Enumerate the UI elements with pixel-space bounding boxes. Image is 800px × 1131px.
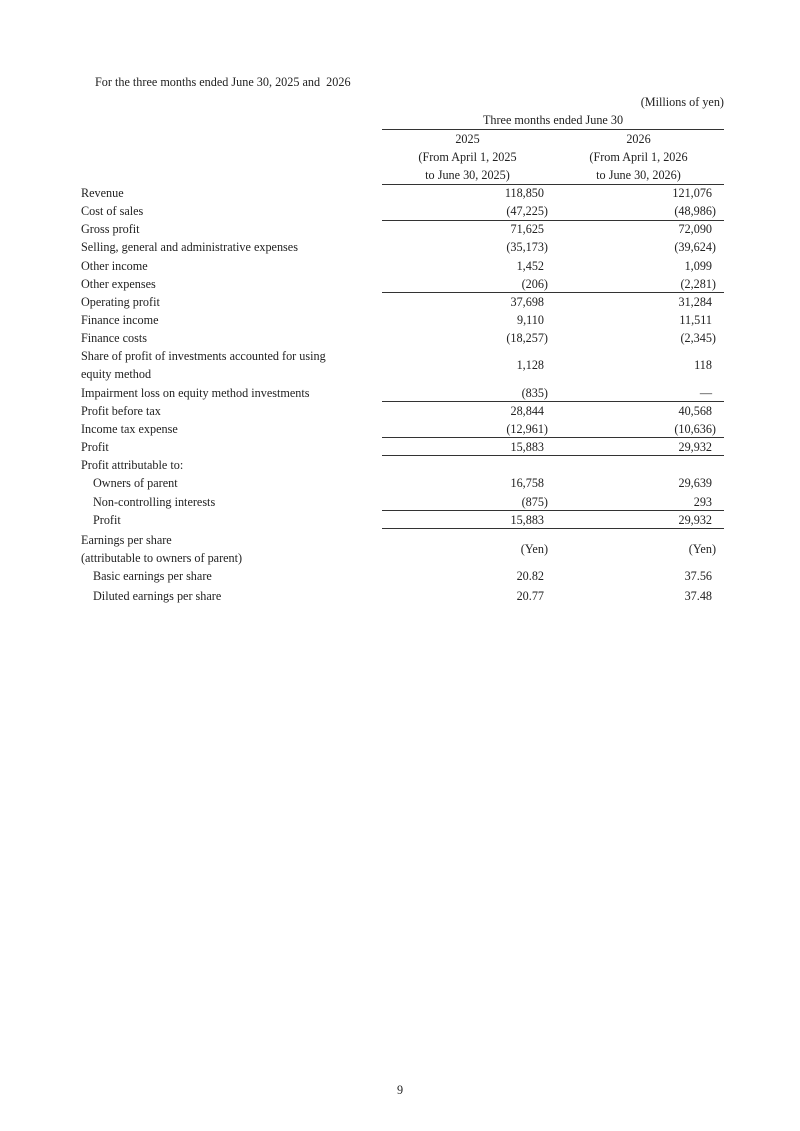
value-2025: 20.82 <box>516 569 544 583</box>
value-2026: (10,636) <box>674 422 716 436</box>
row-finance-income <box>81 311 724 329</box>
value-2026: ― <box>699 386 712 400</box>
value-2026: (2,281) <box>680 277 716 291</box>
value-2025: (12,961) <box>506 422 548 436</box>
statement-intro: For the three months ended June 30, 2025 and 2026 <box>95 75 351 89</box>
value-2026: 72,090 <box>678 222 712 236</box>
value-2026: (39,624) <box>674 240 716 254</box>
row-label: Selling, general and administrative expenses <box>81 240 298 254</box>
value-2026: 37.56 <box>684 569 712 583</box>
row-label: Other income <box>81 259 148 273</box>
value-2025: (35,173) <box>506 240 548 254</box>
column-header-2025 <box>382 130 553 184</box>
row-profit-attributable-total <box>81 511 724 529</box>
column-period-to: to June 30, 2026) <box>596 168 681 182</box>
row-finance-costs <box>81 329 724 347</box>
row-label: Basic earnings per share <box>93 569 212 583</box>
value-2026: 11,511 <box>679 313 712 327</box>
column-header-2026 <box>553 130 724 184</box>
value-2026: 29,932 <box>678 440 712 454</box>
value-2025: 16,758 <box>510 476 544 490</box>
row-label: Earnings per share <box>81 533 172 547</box>
value-2025: 37,698 <box>510 295 544 309</box>
value-2026: (Yen) <box>688 542 716 556</box>
row-label: Profit <box>93 513 121 527</box>
page-number: 9 <box>396 1083 404 1097</box>
row-label: Owners of parent <box>93 476 178 490</box>
row-profit <box>81 438 724 456</box>
value-2026: 29,639 <box>678 476 712 490</box>
value-2025: 1,452 <box>516 259 544 273</box>
row-other-income <box>81 257 724 275</box>
value-2025: 15,883 <box>510 440 544 454</box>
value-2025: 9,110 <box>517 313 544 327</box>
row-label: Profit before tax <box>81 404 161 418</box>
value-2026: 121,076 <box>672 186 712 200</box>
value-2025: (47,225) <box>506 204 548 218</box>
value-2026: 29,932 <box>678 513 712 527</box>
column-period-from: (From April 1, 2026 <box>589 150 688 164</box>
value-2026: 1,099 <box>684 259 712 273</box>
value-2025: (875) <box>521 495 548 509</box>
value-2026: (2,345) <box>680 331 716 345</box>
column-year: 2025 <box>455 132 480 146</box>
value-2026: 40,568 <box>678 404 712 418</box>
value-2025: (835) <box>521 386 548 400</box>
row-label: Share of profit of investments accounted for using <box>81 349 326 363</box>
value-2026: 31,284 <box>678 295 712 309</box>
row-earnings-per-share <box>81 531 724 567</box>
row-label: Finance income <box>81 313 159 327</box>
row-other-expenses <box>81 275 724 293</box>
row-label: Operating profit <box>81 295 160 309</box>
row-label: Finance costs <box>81 331 148 345</box>
row-label: Income tax expense <box>81 422 178 436</box>
value-2025: 118,850 <box>504 186 544 200</box>
column-year: 2026 <box>626 132 651 146</box>
unit-note: (Millions of yen) <box>640 95 724 109</box>
value-2025: (206) <box>521 277 548 291</box>
row-income-tax-expense <box>81 420 724 438</box>
row-profit-attributable-to <box>81 456 724 474</box>
row-label: Profit <box>81 440 109 454</box>
row-basic-eps <box>81 567 724 585</box>
value-2026: 293 <box>693 495 712 509</box>
value-2025: 1,128 <box>516 358 544 372</box>
value-2025: 71,625 <box>510 222 544 236</box>
row-cost-of-sales <box>81 202 724 220</box>
row-label: Non-controlling interests <box>93 495 216 509</box>
value-2026: (48,986) <box>674 204 716 218</box>
value-2025: (Yen) <box>520 542 548 556</box>
row-label: Impairment loss on equity method investments <box>81 386 310 400</box>
row-label: Diluted earnings per share <box>93 589 222 603</box>
period-group-header: Three months ended June 30 <box>382 111 724 130</box>
row-impairment-loss <box>81 384 724 402</box>
row-diluted-eps <box>81 587 724 605</box>
value-2026: 118 <box>694 358 712 372</box>
value-2025: (18,257) <box>506 331 548 345</box>
value-2025: 28,844 <box>510 404 544 418</box>
column-period-to: to June 30, 2025) <box>425 168 510 182</box>
row-label: Gross profit <box>81 222 140 236</box>
row-label: Profit attributable to: <box>81 458 184 472</box>
row-sga-expenses <box>81 238 724 256</box>
row-label: Revenue <box>81 186 124 200</box>
row-revenue <box>81 184 724 202</box>
row-gross-profit <box>81 220 724 238</box>
column-period-from: (From April 1, 2025 <box>418 150 517 164</box>
value-2025: 20.77 <box>516 589 544 603</box>
row-operating-profit <box>81 293 724 311</box>
row-label: Other expenses <box>81 277 156 291</box>
subtotal-rule <box>382 528 724 529</box>
row-share-of-profit-equity-method <box>81 347 724 383</box>
row-label-continued: equity method <box>81 367 152 381</box>
row-label: Cost of sales <box>81 204 144 218</box>
row-label-continued: (attributable to owners of parent) <box>81 551 243 565</box>
row-profit-before-tax <box>81 402 724 420</box>
row-non-controlling-interests <box>81 493 724 511</box>
row-owners-of-parent <box>81 474 724 492</box>
value-2025: 15,883 <box>510 513 544 527</box>
value-2026: 37.48 <box>684 589 712 603</box>
